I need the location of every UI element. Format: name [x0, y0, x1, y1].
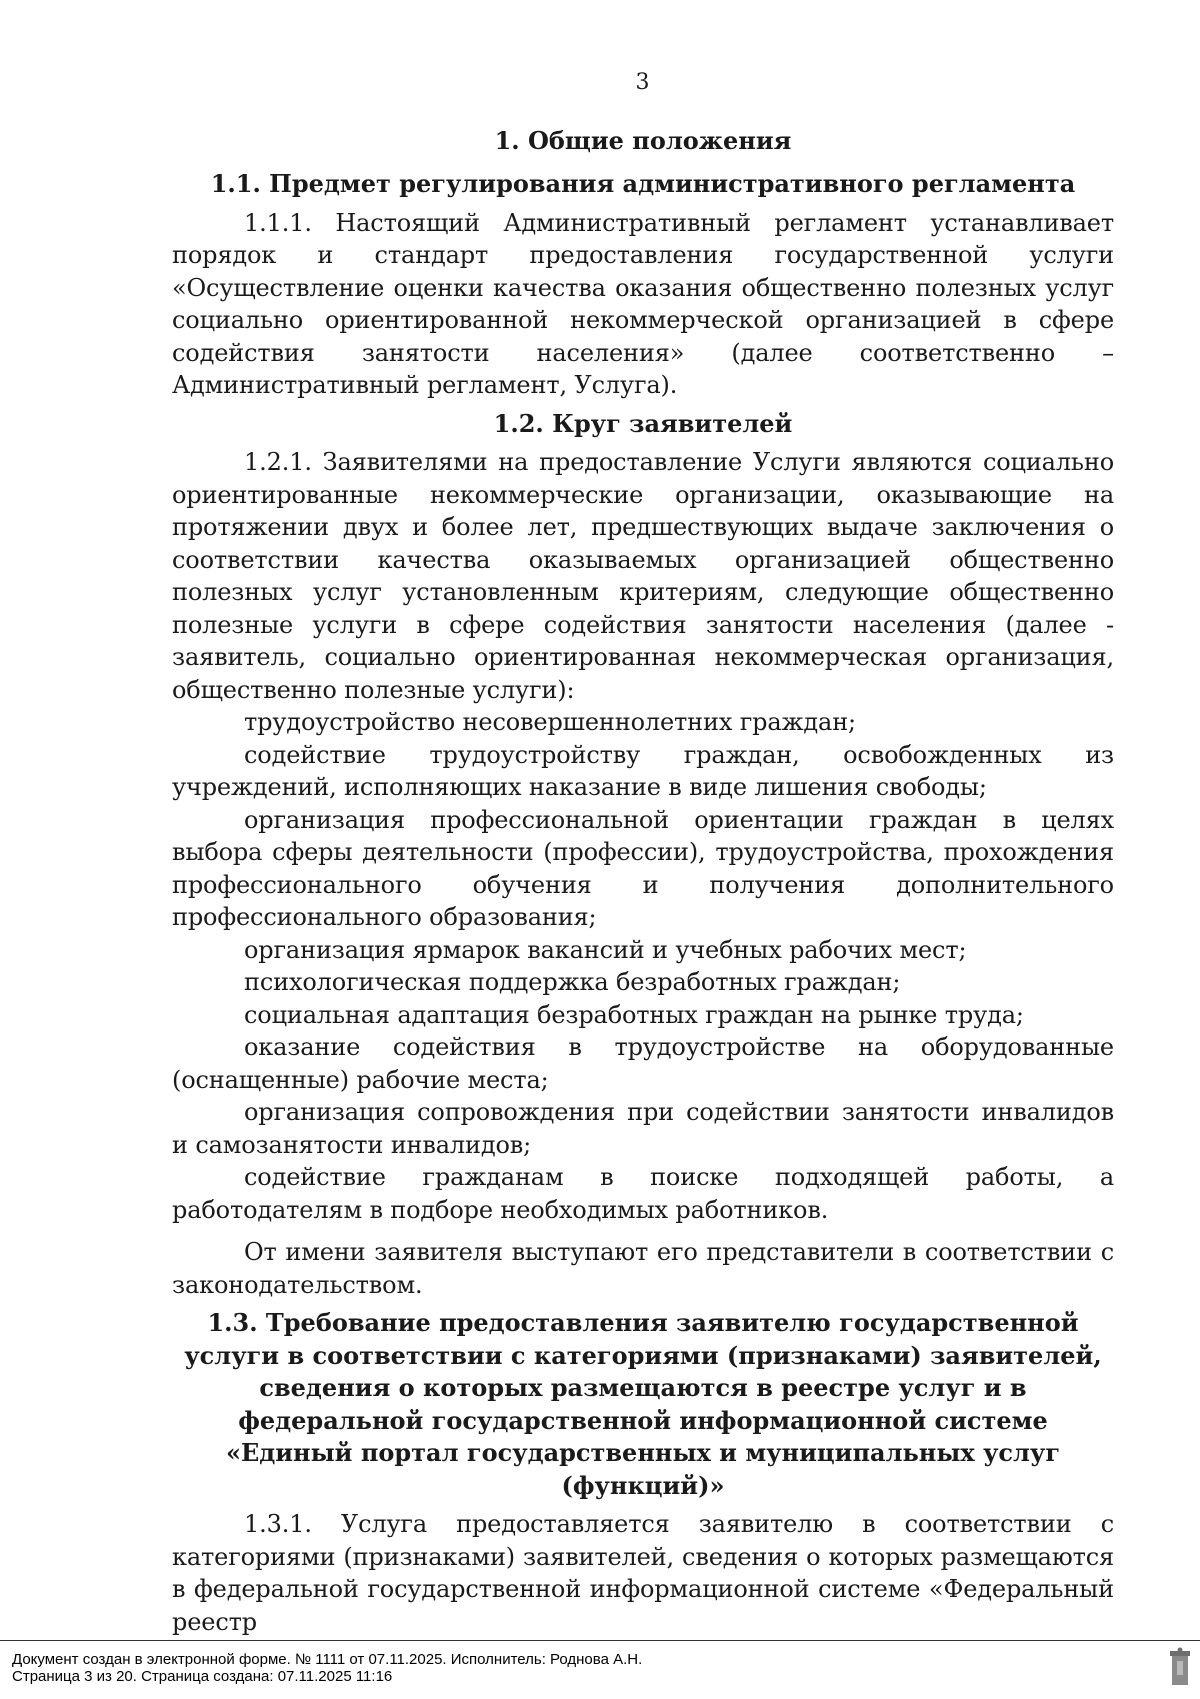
- service-item: трудоустройство несовершеннолетних граждан;: [244, 708, 856, 736]
- paragraph-1-1-1: 1.1.1. Настоящий Административный регламент устанавливает порядок и стандарт предоставления государственной услуги «Осуществление оценки качества оказания общественно полезных услуг социально ориентированной некоммерческой организацией в сфере содействия занятости населения» (далее соответственно – Административный регламент, Услуга).: [172, 208, 1114, 399]
- section-1-3-heading: 1.3. Требование предоставления заявителю государственной услуги в соответствии с категориями (признаками) заявителей, сведения о которых размещаются в реестре услуг и в федеральной государственной информационной системе «Единый портал государственных и муниципальных услуг (функций)»: [184, 1308, 1102, 1500]
- footer-text: [12, 1651, 642, 1685]
- service-item: организация сопровождения при содействии занятости инвалидов и самозанятости инвалидов;: [172, 1098, 1114, 1159]
- section-1-heading: 1. Общие положения: [494, 126, 792, 155]
- footer-line-1: Документ создан в электронной форме. № 1111 от 07.11.2025. Исполнитель: Роднова А.Н.: [12, 1651, 643, 1668]
- page-number: 3: [635, 70, 650, 95]
- service-item: оказание содействия в трудоустройстве на оборудованные (оснащенные) рабочие места;: [172, 1033, 1114, 1094]
- coat-of-arms-icon: [1168, 1647, 1192, 1689]
- service-item: социальная адаптация безработных граждан на рынке труда;: [244, 1000, 1024, 1029]
- paragraph-1-3-1: 1.3.1. Услуга предоставляется заявителю в соответствии с категориями (признаками) заявителей, сведения о которых размещаются в федеральной государственной информационной системе «Федеральный реестр: [172, 1510, 1114, 1636]
- document-body: [172, 120, 1114, 1638]
- service-item: содействие трудоустройству граждан, освобожденных из учреждений, исполняющих наказание в виде лишения свободы;: [172, 740, 1114, 801]
- service-item: психологическая поддержка безработных граждан;: [244, 968, 901, 996]
- footer-line-2: Страница 3 из 20. Страница создана: 07.11.2025 11:16: [12, 1668, 393, 1685]
- section-1-2-heading: 1.2. Круг заявителей: [493, 408, 793, 438]
- service-item: организация профессиональной ориентации граждан в целях выбора сферы деятельности (профессии), трудоустройства, прохождения профессионального обучения и получения дополнительного профессионального образования;: [172, 805, 1114, 931]
- spacer: [172, 1226, 1114, 1236]
- paragraph-1-2-1: 1.2.1. Заявителями на предоставление Услуги являются социально ориентированные некоммерческие организации, оказывающие на протяжении двух и более лет, предшествующих выдаче заключения о соответствии качества оказываемых организацией общественно полезных услуг установленным критериям, следующие общественно полезные услуги в сфере содействия занятости населения (далее - заявитель, социально ориентированная некоммерческая организация, общественно полезные услуги):: [172, 448, 1114, 704]
- service-item: организация ярмарок вакансий и учебных рабочих мест;: [244, 935, 967, 964]
- service-item: содействие гражданам в поиске подходящей работы, а работодателям в подборе необходимых работников.: [172, 1163, 1114, 1224]
- document-footer: [0, 1640, 1200, 1699]
- paragraph-representatives: От имени заявителя выступают его представители в соответствии с законодательством.: [172, 1238, 1114, 1299]
- section-1-1-heading: 1.1. Предмет регулирования административного регламента: [210, 169, 1076, 198]
